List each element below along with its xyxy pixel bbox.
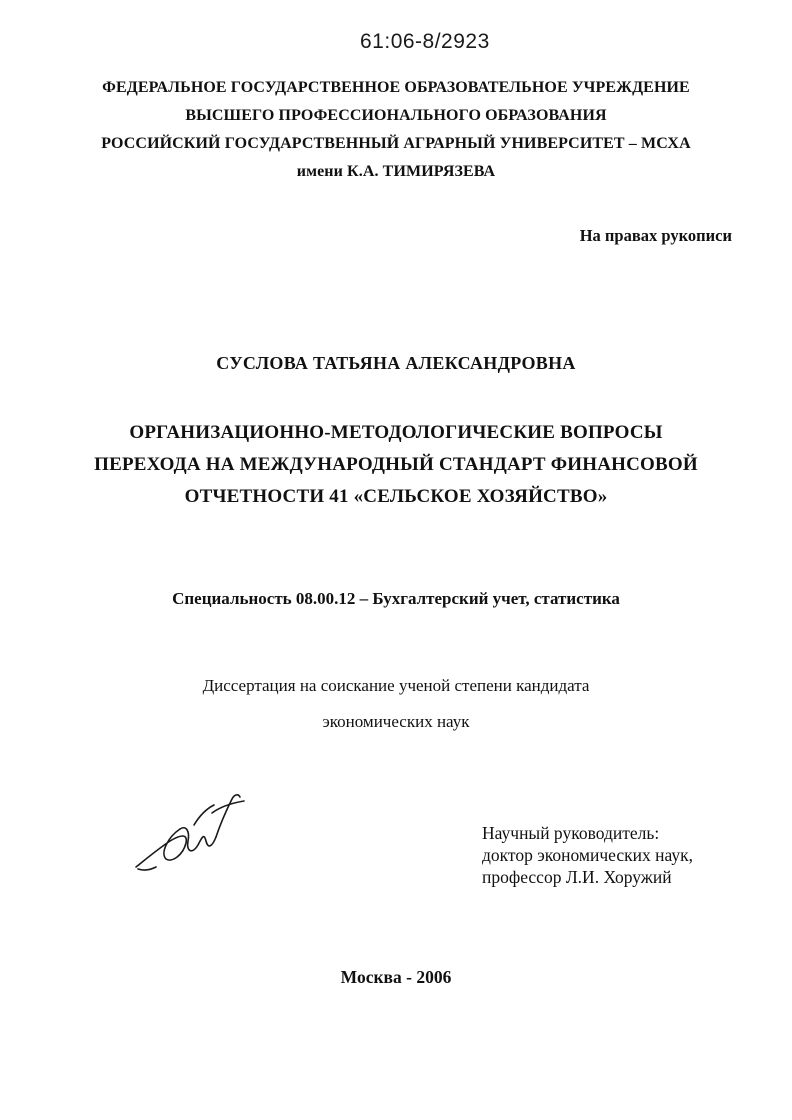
institution-line-3: РОССИЙСКИЙ ГОСУДАРСТВЕННЫЙ АГРАРНЫЙ УНИВЕРСИТЕТ – МСХА	[101, 135, 691, 152]
advisor-line-2: доктор экономических наук,	[482, 845, 693, 865]
dissertation-line-1: Диссертация на соискание ученой степени кандидата	[202, 676, 590, 695]
author-signature	[128, 785, 248, 880]
archive-code: 61:06-8/2923	[360, 30, 490, 53]
institution-line-4: имени К.А. ТИМИРЯЗЕВА	[296, 163, 496, 180]
institution-line-1: ФЕДЕРАЛЬНОЕ ГОСУДАРСТВЕННОЕ ОБРАЗОВАТЕЛЬНОЕ УЧРЕЖДЕНИЕ	[102, 79, 690, 96]
institution-line-2: ВЫСШЕГО ПРОФЕССИОНАЛЬНОГО ОБРАЗОВАНИЯ	[185, 107, 607, 124]
title-line-3: ОТЧЕТНОСТИ 41 «СЕЛЬСКОЕ ХОЗЯЙСТВО»	[184, 486, 608, 507]
specialty: Специальность 08.00.12 – Бухгалтерский учет, статистика	[172, 589, 620, 608]
author-name: СУСЛОВА ТАТЬЯНА АЛЕКСАНДРОВНА	[216, 353, 576, 373]
manuscript-note: На правах рукописи	[579, 226, 732, 245]
dissertation-line-2: экономических наук	[322, 712, 470, 731]
advisor-line-3: профессор Л.И. Хоружий	[482, 867, 672, 887]
advisor-line-1: Научный руководитель:	[482, 823, 660, 843]
title-line-1: ОРГАНИЗАЦИОННО-МЕТОДОЛОГИЧЕСКИЕ ВОПРОСЫ	[129, 422, 663, 443]
title-line-2: ПЕРЕХОДА НА МЕЖДУНАРОДНЫЙ СТАНДАРТ ФИНАНСОВОЙ	[94, 454, 698, 475]
city-year: Москва - 2006	[340, 967, 452, 987]
